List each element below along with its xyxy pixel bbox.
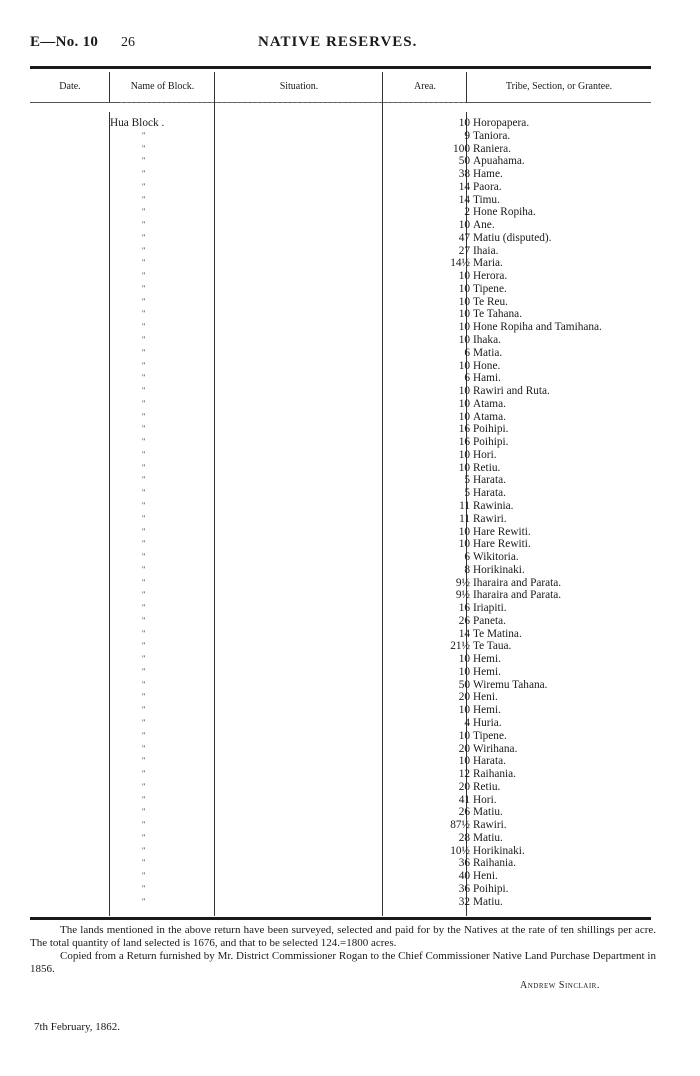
area-cell: 6 [464,372,470,385]
ditto-mark: " [142,500,146,510]
area-cell: 10 [458,295,470,308]
area-cell: 10 [458,704,470,717]
footnote [30,924,656,976]
ditto-mark: " [142,360,146,370]
ditto-mark: " [142,756,146,766]
table-row [30,194,651,207]
page-title: NATIVE RESERVES. [258,34,418,50]
table-row [30,117,651,130]
table-row [30,500,651,513]
ditto-mark: " [142,845,146,855]
grantee-cell: Timu. [473,193,500,206]
column-header-date: Date. [59,81,81,92]
area-cell: 10 [458,321,470,334]
area-cell: 41 [458,793,470,806]
area-cell: 40 [458,870,470,883]
table-row [30,845,651,858]
ditto-mark: " [142,449,146,459]
grantee-cell: Matia. [473,346,503,359]
grantee-cell: Heni. [473,691,498,704]
column-header-area: Area. [414,81,436,92]
ditto-mark: " [142,807,146,817]
grantee-cell: Hone Ropiha and Tamihana. [473,321,602,334]
area-cell: 14 [458,193,470,206]
footnote-paragraph: The lands mentioned in the above return have been surveyed, selected and paid for by the Natives at the rate of ten shillings per acre. The total quantity of land selected is 1676, and that to be selected 124.=1800 acres. [30,924,656,949]
table-row [30,717,651,730]
dashed-separator [120,102,465,103]
table-row [30,372,651,385]
column-header-tribe: Tribe, Section, or Grantee. [505,81,613,92]
area-cell: 87½ [450,819,470,832]
area-cell: 32 [458,895,470,908]
grantee-cell: Hemi. [473,665,501,678]
grantee-cell: Raniera. [473,142,511,155]
ditto-mark: " [142,347,146,357]
table-row [30,589,651,602]
table-row [30,615,651,628]
signature: Andrew Sinclair. [520,980,600,991]
ditto-mark: " [142,539,146,549]
grantee-cell: Hame. [473,168,503,181]
ditto-mark: " [142,871,146,881]
table-row [30,155,651,168]
grantee-cell: Hone. [473,359,501,372]
grantee-cell: Iharaira and Parata. [473,589,562,602]
table-row [30,257,651,270]
column-divider [109,72,110,102]
grantee-cell: Ane. [473,219,495,232]
grantee-cell: Iriapiti. [473,602,507,615]
table-row [30,308,651,321]
grantee-cell: Hori. [473,448,497,461]
grantee-cell: Retiu. [473,461,501,474]
grantee-cell: Te Matina. [473,627,522,640]
grantee-cell: Paneta. [473,614,506,627]
grantee-cell: Hone Ropiha. [473,206,536,219]
area-cell: 10 [458,219,470,232]
grantee-cell: Poihipi. [473,436,509,449]
table-row [30,411,651,424]
ditto-mark: " [142,143,146,153]
table-row [30,794,651,807]
ditto-mark: " [142,577,146,587]
ditto-mark: " [142,717,146,727]
ditto-mark: " [142,258,146,268]
column-divider [214,72,215,102]
column-divider [466,72,467,102]
ditto-mark: " [142,705,146,715]
area-cell: 10 [458,270,470,283]
area-cell: 2 [464,206,470,219]
table-row [30,526,651,539]
ditto-mark: " [142,398,146,408]
table-row [30,436,651,449]
ditto-mark: " [142,373,146,383]
table-row [30,743,651,756]
ditto-mark: " [142,692,146,702]
table-row [30,857,651,870]
grantee-cell: Wirihana. [473,742,518,755]
area-cell: 10 [458,334,470,347]
ditto-mark: " [142,564,146,574]
table-row [30,219,651,232]
ditto-mark: " [142,743,146,753]
area-cell: 26 [458,806,470,819]
table-row [30,270,651,283]
table-row [30,143,651,156]
table-row [30,755,651,768]
grantee-cell: Wikitoria. [473,551,519,564]
grantee-cell: Huria. [473,716,502,729]
area-cell: 10 [458,729,470,742]
grantee-cell: Matiu. [473,806,503,819]
grantee-cell: Wiremu Tahana. [473,678,548,691]
area-cell: 10 [458,117,470,129]
area-cell: 10 [458,448,470,461]
ditto-mark: " [142,883,146,893]
table-row [30,423,651,436]
area-cell: 20 [458,742,470,755]
grantee-cell: Poihipi. [473,423,509,436]
area-cell: 16 [458,436,470,449]
grantee-cell: Hemi. [473,653,501,666]
area-cell: 9½ [455,589,470,602]
ditto-mark: " [142,552,146,562]
ditto-mark: " [142,832,146,842]
grantee-cell: Matiu (disputed). [473,231,552,244]
area-cell: 10 [458,653,470,666]
area-cell: 10 [458,461,470,474]
area-cell: 9 [464,129,470,142]
ditto-mark: " [142,603,146,613]
ditto-mark: " [142,781,146,791]
grantee-cell: Tipene. [473,282,507,295]
table-row [30,462,651,475]
table-row [30,245,651,258]
grantee-cell: Taniora. [473,129,511,142]
ditto-mark: " [142,296,146,306]
area-cell: 11 [459,512,470,525]
grantee-cell: Atama. [473,397,506,410]
table-row [30,768,651,781]
grantee-cell: Herora. [473,270,508,283]
grantee-cell: Rawinia. [473,499,514,512]
block-name: Hua Block . [110,117,165,129]
table-row [30,640,651,653]
area-cell: 10 [458,538,470,551]
table-row [30,130,651,143]
table-row [30,398,651,411]
area-cell: 47 [458,231,470,244]
table-row [30,896,651,909]
ditto-mark: " [142,513,146,523]
table-row [30,474,651,487]
ditto-mark: " [142,437,146,447]
grantee-cell: Horikinaki. [473,563,525,576]
ditto-mark: " [142,181,146,191]
area-cell: 26 [458,614,470,627]
footnote-paragraph: Copied from a Return furnished by Mr. District Commissioner Rogan to the Chief Commissioner Native Land Purchase Department in 1856. [30,950,656,975]
ditto-mark: " [142,156,146,166]
table-row [30,628,651,641]
grantee-cell: Rawiri and Ruta. [473,385,550,398]
area-cell: 36 [458,857,470,870]
area-cell: 20 [458,780,470,793]
ditto-mark: " [142,858,146,868]
ditto-mark: " [142,462,146,472]
ditto-mark: " [142,896,146,906]
table-row [30,883,651,896]
table-header [30,71,651,101]
grantee-cell: Matiu. [473,895,503,908]
grantee-cell: Hami. [473,372,501,385]
table-row [30,206,651,219]
grantee-cell: Raihania. [473,857,516,870]
column-header-block: Name of Block. [130,81,195,92]
table-body [30,117,651,908]
table-row [30,653,651,666]
ditto-mark: " [142,654,146,664]
table-row [30,704,651,717]
grantee-cell: Matiu. [473,831,503,844]
grantee-cell: Tipene. [473,729,507,742]
table-row [30,870,651,883]
ditto-mark: " [142,386,146,396]
table-row [30,296,651,309]
ditto-mark: " [142,615,146,625]
area-cell: 6 [464,346,470,359]
grantee-cell: Hemi. [473,704,501,717]
ditto-mark: " [142,628,146,638]
ditto-mark: " [142,666,146,676]
grantee-cell: Harata. [473,755,506,768]
area-cell: 6 [464,551,470,564]
grantee-cell: Hori. [473,793,497,806]
area-cell: 10 [458,665,470,678]
column-header-situation: Situation. [279,81,319,92]
grantee-cell: Maria. [473,257,503,270]
table-row [30,564,651,577]
area-cell: 20 [458,691,470,704]
area-cell: 50 [458,155,470,168]
area-cell: 28 [458,831,470,844]
grantee-cell: Paora. [473,180,502,193]
grantee-cell: Horikinaki. [473,844,525,857]
area-cell: 10 [458,755,470,768]
area-cell: 10 [458,385,470,398]
grantee-cell: Hare Rewiti. [473,538,531,551]
ditto-mark: " [142,130,146,140]
ditto-mark: " [142,820,146,830]
area-cell: 5 [464,474,470,487]
dateline: 7th February, 1862. [34,1021,121,1033]
area-cell: 14 [458,180,470,193]
grantee-cell: Te Reu. [473,295,508,308]
ditto-mark: " [142,641,146,651]
ditto-mark: " [142,322,146,332]
grantee-cell: Te Tahana. [473,308,523,321]
table-row [30,321,651,334]
table-row [30,691,651,704]
area-cell: 5 [464,487,470,500]
table-row [30,832,651,845]
grantee-cell: Ihaia. [473,244,499,257]
table-row [30,513,651,526]
ditto-mark: " [142,411,146,421]
area-cell: 14 [458,627,470,640]
ditto-mark: " [142,220,146,230]
table-row [30,360,651,373]
area-cell: 10 [458,282,470,295]
grantee-cell: Raihania. [473,768,516,781]
table-row [30,232,651,245]
area-cell: 11 [459,499,470,512]
area-cell: 10 [458,359,470,372]
table-row [30,781,651,794]
table-row [30,679,651,692]
ditto-mark: " [142,207,146,217]
grantee-cell: Rawiri. [473,819,507,832]
table-row [30,487,651,500]
area-cell: 100 [453,142,470,155]
grantee-cell: Harata. [473,487,506,500]
ditto-mark: " [142,194,146,204]
area-cell: 10 [458,410,470,423]
grantee-cell: Ihaka. [473,334,501,347]
area-cell: 14½ [450,257,470,270]
ditto-mark: " [142,309,146,319]
table-row [30,334,651,347]
table-row [30,551,651,564]
ditto-mark: " [142,590,146,600]
grantee-cell: Heni. [473,870,498,883]
area-cell: 50 [458,678,470,691]
ditto-mark: " [142,488,146,498]
table-row [30,181,651,194]
grantee-cell: Poihipi. [473,882,509,895]
ditto-mark: " [142,169,146,179]
ditto-mark: " [142,283,146,293]
table-row [30,602,651,615]
area-cell: 10 [458,308,470,321]
ditto-mark: " [142,424,146,434]
table-row [30,806,651,819]
area-cell: 27 [458,244,470,257]
grantee-cell: Apuahama. [473,155,525,168]
grantee-cell: Iharaira and Parata. [473,576,562,589]
table-row [30,449,651,462]
area-cell: 21½ [450,640,470,653]
ditto-mark: " [142,335,146,345]
area-cell: 12 [458,768,470,781]
area-cell: 10 [458,397,470,410]
ditto-mark: " [142,232,146,242]
table-row [30,819,651,832]
table-row [30,283,651,296]
area-cell: 10 [458,525,470,538]
column-divider [382,72,383,102]
area-cell: 38 [458,168,470,181]
grantee-cell: Harata. [473,474,506,487]
ditto-mark: " [142,526,146,536]
ditto-mark: " [142,679,146,689]
table-bottom-rule [30,917,651,920]
ditto-mark: " [142,769,146,779]
table-row [30,577,651,590]
area-cell: 4 [464,716,470,729]
table-row [30,538,651,551]
ditto-mark: " [142,271,146,281]
area-cell: 16 [458,423,470,436]
table-row [30,666,651,679]
grantee-cell: Horopapera. [473,117,530,129]
grantee-cell: Retiu. [473,780,501,793]
table-row [30,347,651,360]
ditto-mark: " [142,475,146,485]
area-cell: 8 [464,563,470,576]
ditto-mark: " [142,245,146,255]
table-row [30,730,651,743]
grantee-cell: Hare Rewiti. [473,525,531,538]
area-cell: 9½ [455,576,470,589]
ditto-mark: " [142,794,146,804]
area-cell: 16 [458,602,470,615]
area-cell: 10½ [450,844,470,857]
ditto-mark: " [142,730,146,740]
table-top-rule [30,66,651,69]
grantee-cell: Rawiri. [473,512,507,525]
grantee-cell: Te Taua. [473,640,512,653]
page-header [30,34,665,54]
document-reference: E—No. 10 [30,34,99,50]
table-row [30,168,651,181]
table-row [30,385,651,398]
page-number: 26 [121,35,135,50]
grantee-cell: Atama. [473,410,506,423]
area-cell: 36 [458,882,470,895]
